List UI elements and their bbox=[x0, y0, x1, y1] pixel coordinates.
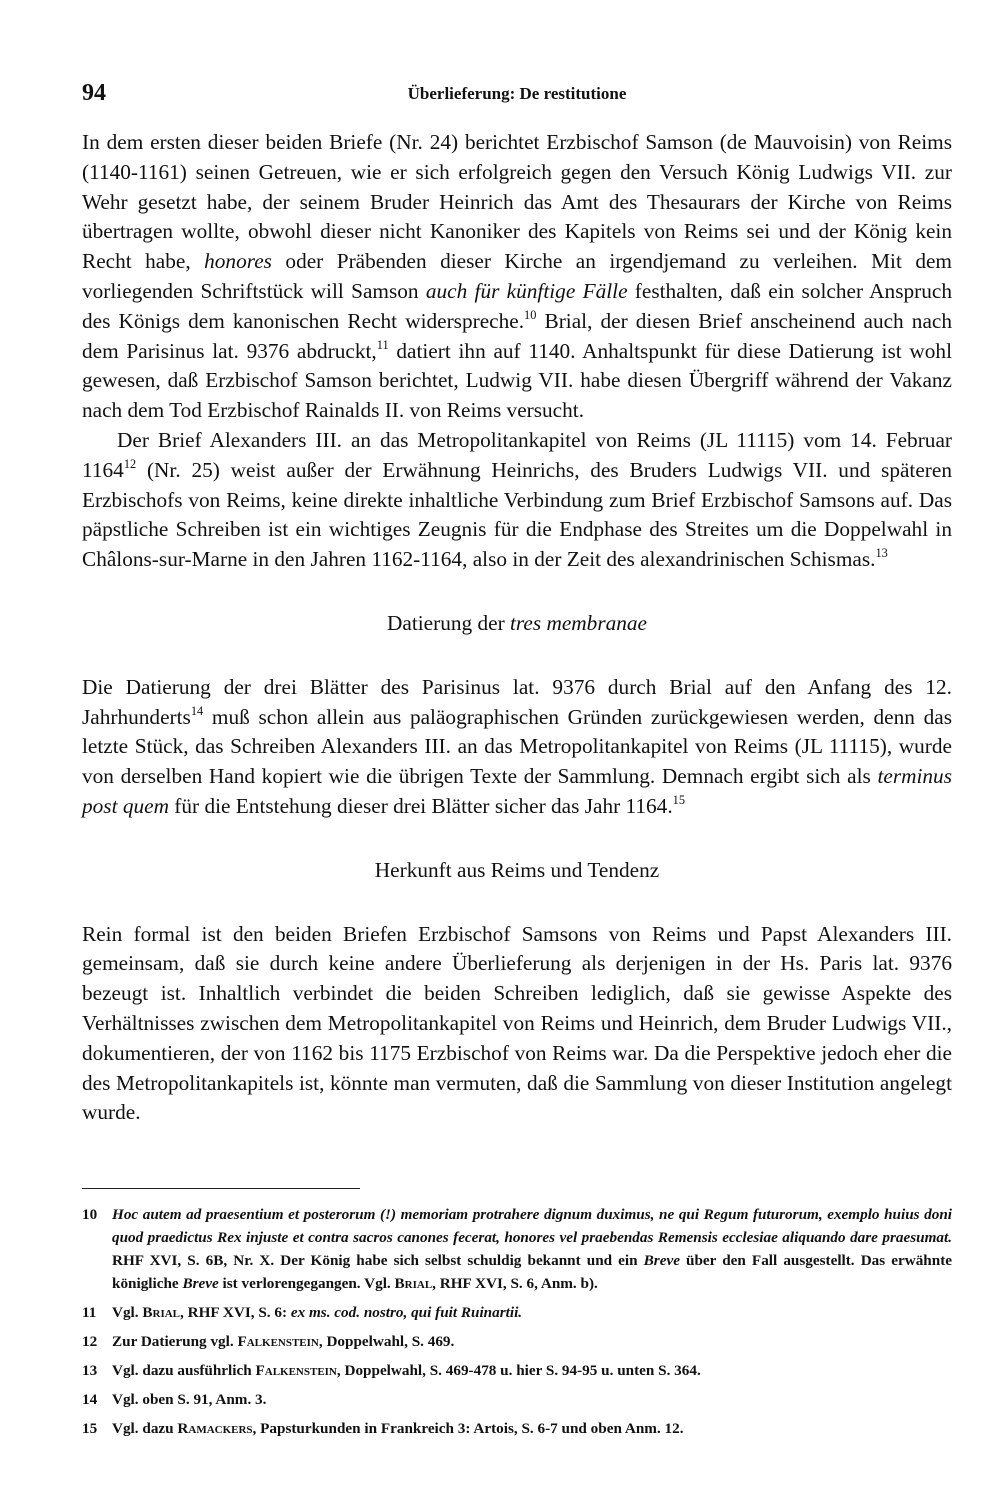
page-header bbox=[82, 80, 952, 110]
text-run: , RHF XVI, S. 6: bbox=[180, 1304, 291, 1321]
footnote-ref-11[interactable]: 11 bbox=[376, 337, 389, 352]
text-run: Vgl. dazu ausführlich bbox=[112, 1362, 256, 1379]
running-head: Überlieferung: De restitutione bbox=[407, 84, 627, 103]
text-run: datiert ihn auf 1140. Anhaltspunkt für diese Datierung ist wohl gewesen, daß Erzbischof Samson berichtet, Ludwig VII. habe diesen Übergriff während der Vakanz nach dem Tod Erzbischof Rainalds II. von Reims versucht. bbox=[82, 338, 952, 423]
text-run: über den Fall ausgestellt. Das erwähnte königliche bbox=[112, 1252, 952, 1292]
footnote-text bbox=[112, 1330, 952, 1353]
footnote-number: 10 bbox=[82, 1206, 98, 1223]
footnote-number: 11 bbox=[82, 1304, 97, 1321]
text-run: (Nr. 25) weist außer der Erwähnung Heinrichs, des Bruders Ludwigs VII. und späteren Erzbischofs von Reims, keine direkte inhaltliche Verbindung zum Brief Erzbischof Samsons auf. Das päpstliche Schreiben ist ein wichtiges Zeugnis für die Endphase des Streites um die Doppelwahl in Châlons-sur-Marne in den Jahren 1162-1164, also in der Zeit des alexandrinischen Schismas. bbox=[82, 457, 952, 572]
paragraph-alexander-letter bbox=[82, 426, 952, 575]
author-name: Brial bbox=[394, 1275, 433, 1292]
text-run: , Doppelwahl, S. 469. bbox=[318, 1333, 455, 1350]
text-run: festhalten, daß ein solcher Anspruch des Königs dem kanonischen Recht widerspreche. bbox=[82, 278, 952, 333]
text-run: , RHF XVI, S. 6, Anm. b). bbox=[432, 1275, 598, 1292]
text-run: für die Entstehung dieser drei Blätter sicher das Jahr 1164. bbox=[168, 793, 673, 818]
text-run: RHF XVI, S. 6B, Nr. X. Der König habe sich selbst schuldig bekannt und ein bbox=[112, 1252, 644, 1269]
footnote-ref-12[interactable]: 12 bbox=[123, 456, 137, 471]
main-text bbox=[82, 128, 952, 1128]
italic-run: Breve bbox=[182, 1275, 219, 1292]
text-run: Vgl. bbox=[112, 1304, 143, 1321]
footnotes bbox=[82, 1203, 952, 1446]
footnote-text bbox=[112, 1417, 952, 1440]
footnote-number: 13 bbox=[82, 1362, 98, 1379]
section-heading-origin: Herkunft aus Reims und Tendenz bbox=[374, 857, 660, 882]
footnote-text: Vgl. oben S. 91, Anm. 3. bbox=[112, 1391, 267, 1408]
footnote-divider bbox=[82, 1188, 360, 1189]
footnote-ref-13[interactable]: 13 bbox=[875, 546, 888, 561]
text-run: Die Datierung der drei Blätter des Parisinus lat. 9376 durch Brial auf den Anfang des 12. Jahrhunderts bbox=[82, 674, 952, 729]
italic-run: ex ms. cod. nostro, qui fuit Ruinartii. bbox=[290, 1304, 523, 1321]
text-run: Der Brief Alexanders III. an das Metropolitankapitel von Reims (JL 11115) vom 14. Februar 1164 bbox=[82, 427, 952, 482]
page-number: 94 bbox=[82, 80, 106, 106]
heading-italic: tres membranae bbox=[509, 610, 648, 635]
footnote-11 bbox=[82, 1301, 952, 1324]
author-name: Brial bbox=[142, 1304, 181, 1321]
text-run: In dem ersten dieser beiden Briefe (Nr. 24) berichtet Erzbischof Samson (de Mauvoisin) von Reims (1140-1161) seinen Getreuen, wie er sich erfolgreich gegen den Versuch König Ludwigs VII. zur Wehr gesetzt habe, der seinem Bruder Heinrich das Amt des Thesaurars der Kirche von Reims übertragen wollte, obwohl dieser nicht Kanoniker des Kapitels von Reims sei und der König kein Recht habe, bbox=[82, 130, 952, 274]
paragraph-origin: Rein formal ist den beiden Briefen Erzbischof Samsons von Reims und Papst Alexanders III. gemeinsam, daß sie durch keine andere Überlieferung als derjenigen in der Hs. Paris lat. 9376 bezeugt ist. Inhaltlich verbindet die beiden Schreiben lediglich, daß sie gewisse Aspekte des Verhältnisses zwischen dem Metropolitankapitel von Reims und Heinrich, dem Bruder Ludwigs VII., dokumentieren, der von 1162 bis 1175 Erzbischof von Reims war. Da die Perspektive jedoch eher die des Metropolitankapitels ist, könnte man vermuten, daß die Sammlung von dieser Institution angelegt wurde. bbox=[82, 921, 952, 1125]
text-run: Zur Datierung vgl. bbox=[112, 1333, 238, 1350]
author-name: Ramackers bbox=[177, 1420, 253, 1437]
footnote-ref-15[interactable]: 15 bbox=[672, 793, 685, 808]
section-heading-dating bbox=[82, 609, 952, 639]
text-run: oder Präbenden dieser Kirche an irgendjemand zu verleihen. Mit dem vorliegenden Schriftstück will Samson bbox=[82, 249, 952, 303]
text-run: , Papsturkunden in Frankreich 3: Artois, S. 6-7 und oben Anm. 12. bbox=[252, 1420, 684, 1437]
author-name: Falkenstein bbox=[255, 1362, 337, 1379]
italic-run: Breve bbox=[643, 1252, 680, 1269]
footnote-ref-10[interactable]: 10 bbox=[524, 307, 537, 322]
heading-text: Datierung der bbox=[386, 610, 510, 635]
italic-run: Hoc autem ad praesentium et posterorum (!) memoriam protrahere dignum duximus, ne qui Regum futurorum, exemplo huius doni quod praedictus Rex injuste et contra sacros canones fecerat, honores vel praebendas Remensis ecclesiae aliquando dare praesumat. bbox=[112, 1206, 952, 1246]
footnote-10 bbox=[82, 1203, 952, 1295]
footnote-number: 14 bbox=[82, 1391, 98, 1408]
italic-run: honores bbox=[204, 249, 272, 274]
footnote-text bbox=[112, 1203, 952, 1295]
footnote-ref-14[interactable]: 14 bbox=[190, 703, 204, 718]
footnote-14 bbox=[82, 1388, 952, 1411]
paragraph-dating bbox=[82, 673, 952, 822]
author-name: Falkenstein bbox=[237, 1333, 319, 1350]
text-run: ist verlorengegangen. Vgl. bbox=[218, 1275, 395, 1292]
text-run: Vgl. dazu bbox=[112, 1420, 178, 1437]
footnote-number: 12 bbox=[82, 1333, 98, 1350]
paragraph-samson-letter bbox=[82, 128, 952, 426]
text-run: muß schon allein aus paläographischen Gründen zurückgewiesen werden, denn das letzte Stück, das Schreiben Alexanders III. an das Metropolitankapitel von Reims (JL 11115), wurde von derselben Hand kopiert wie die übrigen Texte der Sammlung. Demnach ergibt sich als bbox=[82, 704, 952, 789]
text-run: , Doppelwahl, S. 469-478 u. hier S. 94-95 u. unten S. 364. bbox=[336, 1362, 701, 1379]
footnote-13 bbox=[82, 1359, 952, 1382]
italic-run: terminus post quem bbox=[82, 764, 952, 818]
footnote-text bbox=[112, 1301, 952, 1324]
footnote-12 bbox=[82, 1330, 952, 1353]
footnote-number: 15 bbox=[82, 1420, 98, 1437]
footnote-text bbox=[112, 1359, 952, 1382]
text-run: Brial, der diesen Brief anscheinend auch nach dem Parisinus lat. 9376 abdruckt, bbox=[82, 308, 952, 363]
italic-run: auch für künftige Fälle bbox=[425, 278, 628, 303]
footnote-15 bbox=[82, 1417, 952, 1440]
